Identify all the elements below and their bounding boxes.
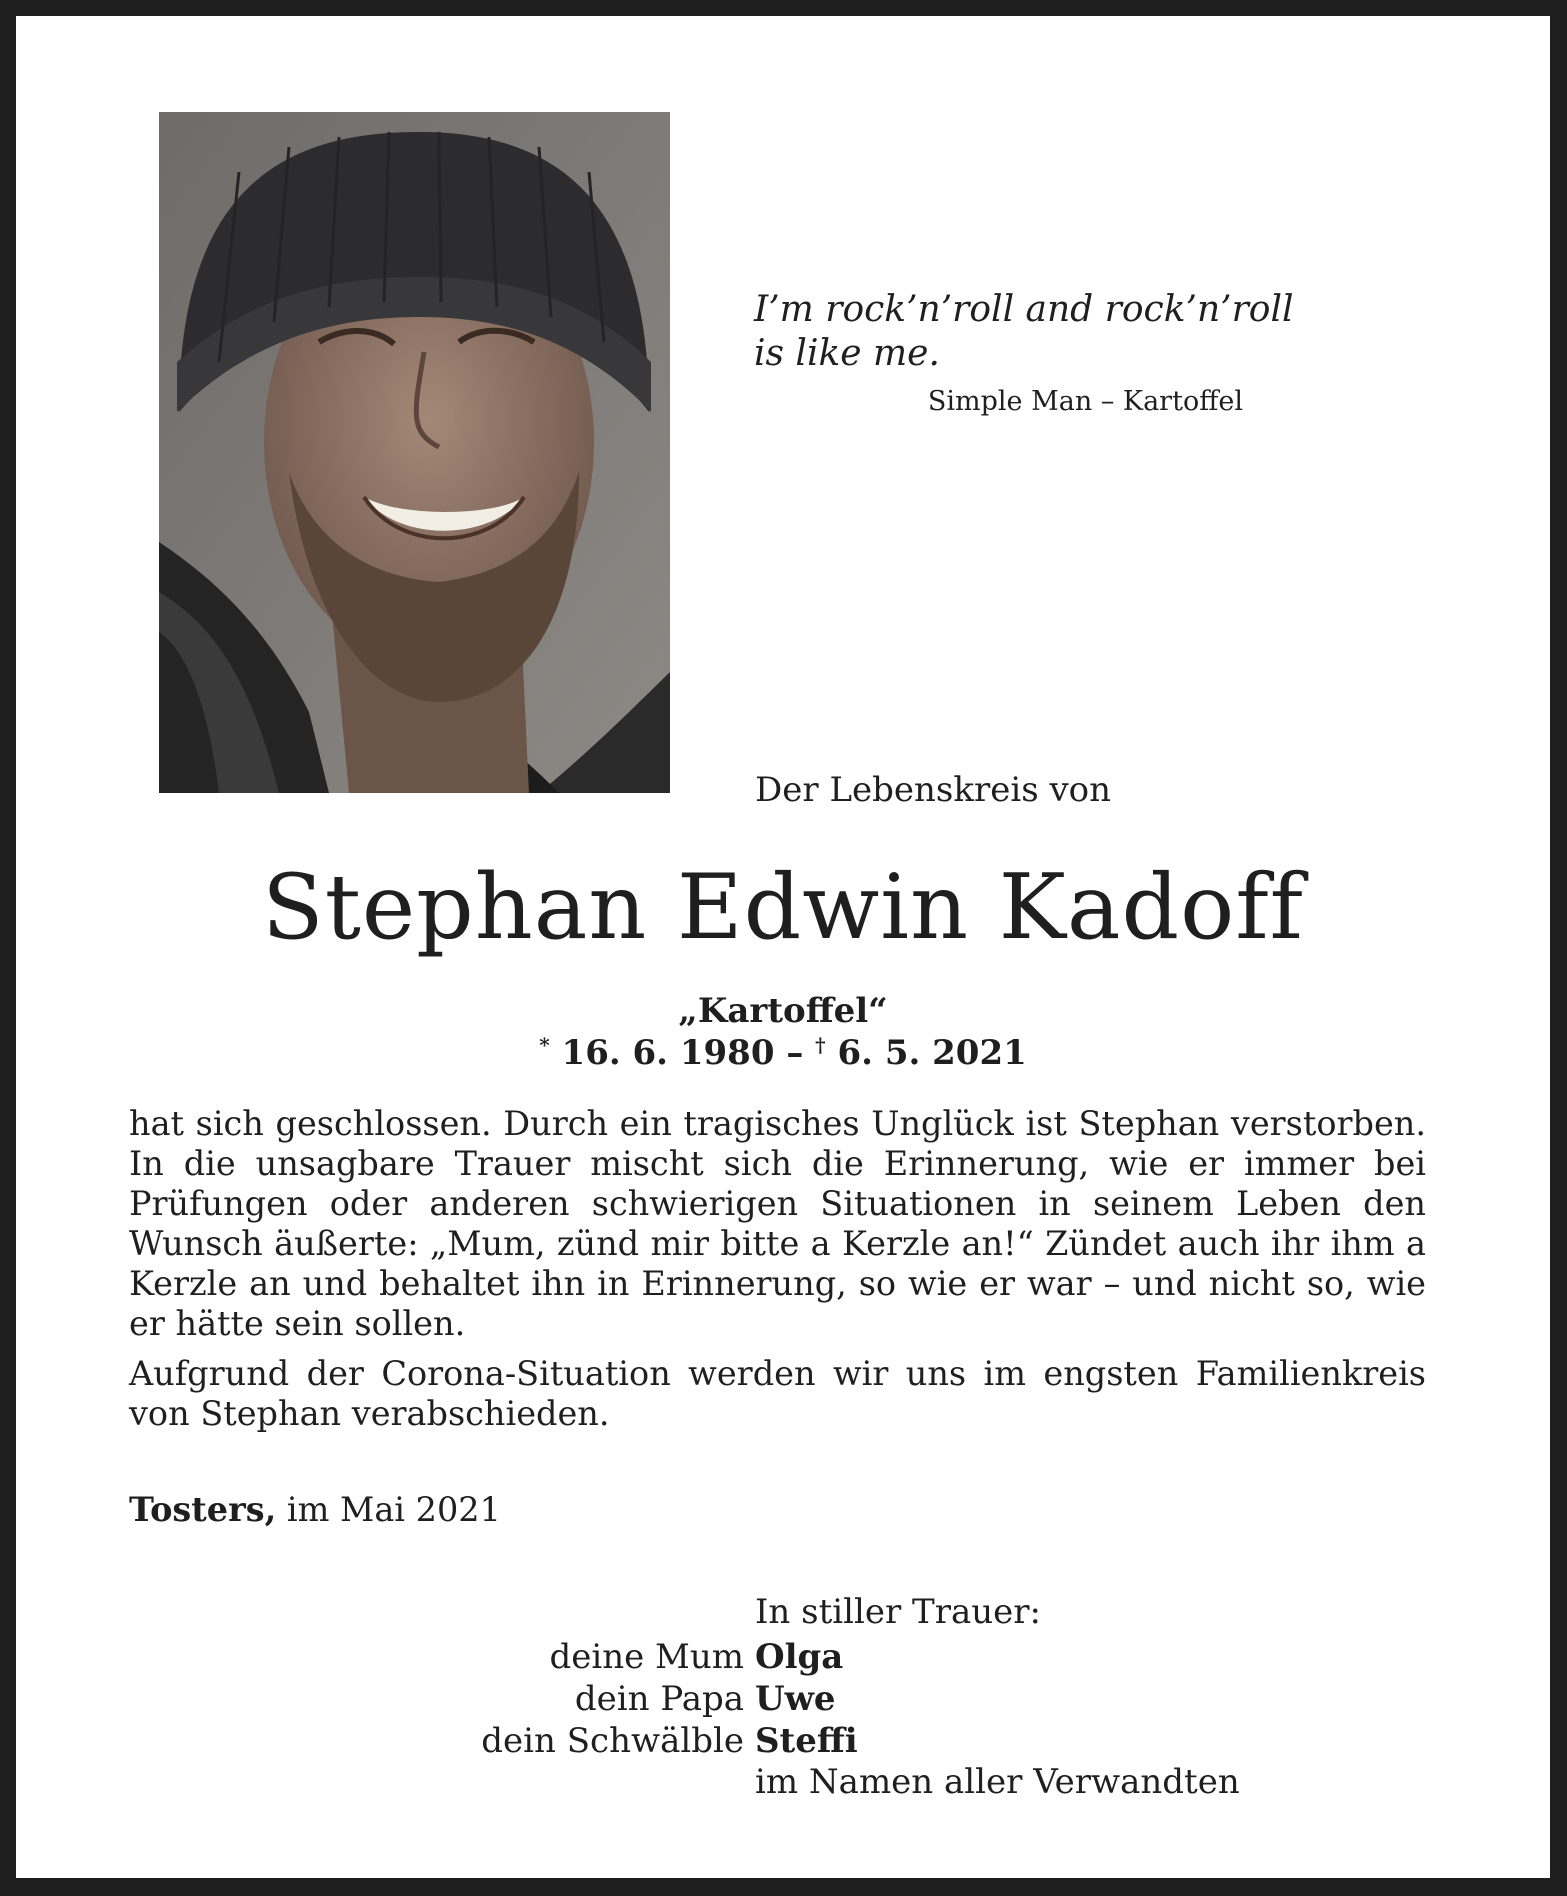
body-paragraph: hat sich geschlossen. Durch ein tragisches Unglück ist Stephan verstorben. In die unsagbare Trauer mischt sich die Erinnerung, wie er immer bei Prüfungen oder anderen schwierigen Situationen in seinem Leben den Wunsch äußerte: „Mum, zünd mir bitte a Kerzle an!“ Zündet auch ihr ihm a Kerzle an und behaltet ihn in Erinnerung, so wie er war – und nicht so, wie er hätte sein sollen. [129,1104,1426,1343]
mourner-name: Steffi [755,1721,858,1761]
mourners-list [396,1636,858,1762]
mourning-title: In stiller Trauer: [755,1592,1041,1632]
mourner-row [396,1636,858,1678]
intro-text: Der Lebenskreis von [755,770,1112,810]
mourner-name: Uwe [755,1679,836,1719]
birth-date: 16. 6. 1980 [561,1033,775,1073]
obituary-body [129,1104,1426,1444]
motto-quote [754,288,1294,376]
mourner-name: Olga [755,1637,844,1677]
nickname: „Kartoffel“ [678,991,888,1031]
portrait-photo [159,112,670,793]
date-separator: – [774,1033,816,1073]
mourner-relation: dein Papa [574,1679,744,1719]
mourner-relation: dein Schwälble [481,1721,744,1761]
body-paragraph: Aufgrund der Corona-Situation werden wir uns im engsten Familienkreis von Stephan verabschieden. [129,1354,1426,1433]
mourning-footer: im Namen aller Verwandten [755,1762,1240,1802]
motto-line: I’m rock’n’roll and rock’n’roll [754,289,1294,330]
place-town: Tosters, [129,1490,277,1529]
motto-line: is like me. [754,333,940,374]
deceased-name: Stephan Edwin Kadoff [262,855,1304,960]
obituary-page [16,16,1550,1878]
motto-source: Simple Man – Kartoffel [927,386,1243,417]
mourner-row [396,1720,858,1762]
birth-mark: * [539,1033,550,1057]
death-date: 6. 5. 2021 [837,1033,1027,1073]
mourner-relation: deine Mum [549,1637,744,1677]
death-mark: † [815,1033,826,1057]
life-dates [16,1033,1550,1073]
place-date: im Mai 2021 [276,1490,501,1529]
place-and-date [129,1490,501,1529]
mourner-row [396,1678,858,1720]
